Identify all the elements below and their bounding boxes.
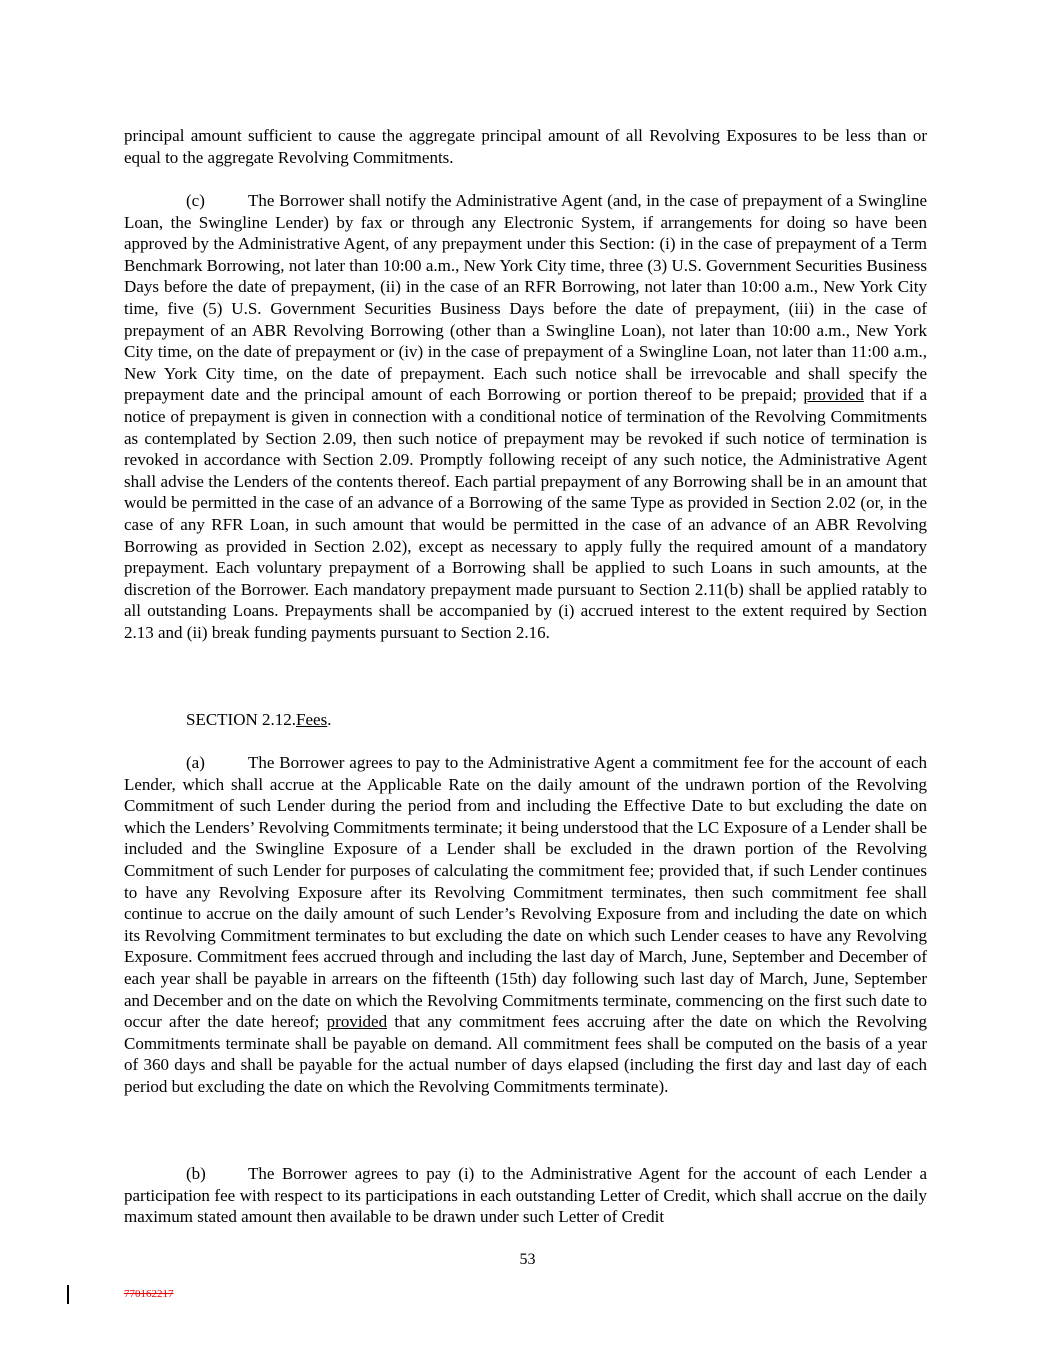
paragraph-text-continued: that if a notice of prepayment is given in connection with a conditional notice of termination of the Revolving Commitments as contemplated by Section 2.09, then such notice of prepayment may be revoked if such notice of termination is revoked in accordance with Section 2.09. Promptly following receipt of any such notice, the Administrative Agent shall advise the Lenders of the contents thereof. Each partial prepayment of any Borrowing shall be in an amount that would be permitted in the case of an advance of a Borrowing of the same Type as provided in Section 2.02 (or, in the case of any RFR Loan, in such amount that would be permitted in the case of an advance of an ABR Revolving Borrowing as provided in Section 2.02), except as necessary to apply fully the required amount of a mandatory prepayment. Each voluntary prepayment of a Borrowing shall be applied to such Loans in such amounts, at the discretion of the Borrower. Each mandatory prepayment made pursuant to Section 2.11(b) shall be applied ratably to all outstanding Loans. Prepayments shall be accompanied by (i) accrued interest to the extent required by Section 2.13 and (ii) break funding payments pursuant to Section 2.16. (124, 385, 928, 642)
document-id: 770162217 (124, 1288, 174, 1300)
paragraph-text: The Borrower agrees to pay (i) to the Administrative Agent for the account of each Lender a participation fee with respect to its participations in each outstanding Letter of Credit, which shall accrue on the daily maximum stated amount then available to be drawn under such Letter of Credit (124, 1164, 927, 1227)
paragraph-text: principal amount sufficient to cause the aggregate principal amount of all Revolving Exposures to be less than or equal to the aggregate Revolving Commitments. (124, 126, 927, 167)
paragraph-text: The Borrower agrees to pay to the Administrative Agent a commitment fee for the account of each Lender, which shall accrue at the Applicable Rate on the daily amount of the undrawn portion of the Revolving Commitment of such Lender during the period from and including the Effective Date to but excluding the date on which the Lenders’ Revolving Commitments terminate; it being understood that the LC Exposure of a Lender shall be included and the Swingline Exposure of a Lender shall be excluded in the drawn portion of the Revolving Commitment of such Lender for purposes of calculating the commitment fee; provided that, if such Lender continues to have any Revolving Exposure after its Revolving Commitment terminates, then such commitment fee shall continue to accrue on the daily amount of such Lender’s Revolving Exposure from and including the date on which its Revolving Commitment terminates to but excluding the date on which such Lender ceases to have any Revolving Exposure. Commitment fees accrued through and including the last day of March, June, September and December of each year shall be payable in arrears on the fifteenth (15th) day following such last day of March, June, September and December and on the date on which the Revolving Commitments terminate, commencing on the first such date to occur after the date hereof; (124, 753, 927, 1032)
paragraph-label: (b) (186, 1164, 206, 1183)
paragraph-c (124, 190, 927, 643)
revision-change-bar (67, 1285, 69, 1304)
page-number: 53 (519, 1251, 536, 1268)
section-title-period: . (327, 710, 332, 729)
continuation-paragraph (124, 125, 927, 168)
section-heading (124, 709, 927, 731)
paragraph-label: (c) (186, 191, 205, 210)
section-number: SECTION 2.12. (186, 710, 297, 729)
paragraph-text-continued: that any commitment fees accruing after the date on which the Revolving Commitments terminate shall be payable on demand. All commitment fees shall be computed on the basis of a year of 360 days and shall be payable for the actual number of days elapsed (including the first day and last day of each period but excluding the date on which the Revolving Commitments terminate). (124, 1012, 928, 1096)
section-title: Fees (296, 710, 328, 729)
paragraph-b (124, 1163, 927, 1228)
paragraph-text: The Borrower shall notify the Administrative Agent (and, in the case of prepayment of a Swingline Loan, the Swingline Lender) by fax or through any Electronic System, if arrangements for doing so have been approved by the Administrative Agent, of any prepayment under this Section: (i) in the case of prepayment of a Term Benchmark Borrowing, not later than 10:00 a.m., New York City time, three (3) U.S. Government Securities Business Days before the date of prepayment, (ii) in the case of an RFR Borrowing, not later than 10:00 a.m., New York City time, five (5) U.S. Government Securities Business Days before the date of prepayment, (iii) in the case of prepayment of an ABR Revolving Borrowing (other than a Swingline Loan), not later than 10:00 a.m., New York City time, on the date of prepayment or (iv) in the case of prepayment of a Swingline Loan, not later than 11:00 a.m., New York City time, on the date of prepayment. Each such notice shall be irrevocable and shall specify the prepayment date and the principal amount of each Borrowing or portion thereof to be prepaid; (124, 191, 927, 405)
provided-term: provided (803, 385, 864, 405)
provided-term: provided (326, 1012, 388, 1032)
paragraph-a (124, 752, 927, 1098)
paragraph-label: (a) (186, 753, 205, 772)
